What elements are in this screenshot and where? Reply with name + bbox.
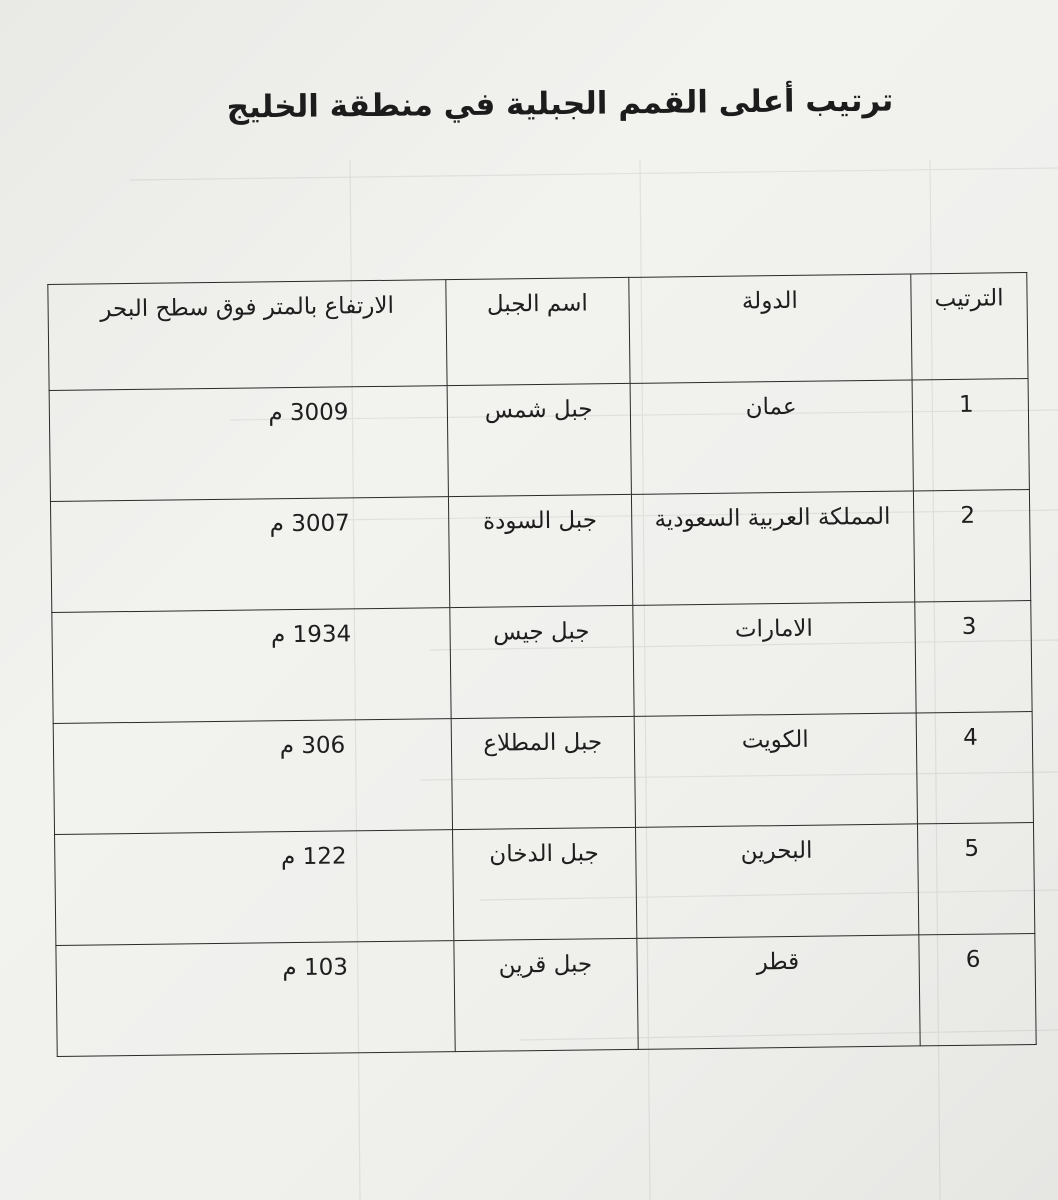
table-row xyxy=(55,823,1035,946)
height-value: 103 م xyxy=(282,954,349,982)
country-cell: قطر xyxy=(636,935,920,1049)
rank-value: 2 xyxy=(960,502,976,529)
height-value: 3009 م xyxy=(268,399,349,427)
mountain-cell: جبل قرين xyxy=(454,938,638,1051)
rank-cell xyxy=(918,823,1035,935)
rank-value: 1 xyxy=(958,391,974,418)
country-cell: المملكة العربية السعودية xyxy=(631,491,915,605)
country-cell: البحرين xyxy=(635,824,919,938)
height-cell xyxy=(52,608,451,724)
table-row xyxy=(49,379,1029,502)
header-height: الارتفاع بالمتر فوق سطح البحر xyxy=(48,280,447,391)
rank-cell xyxy=(912,379,1029,491)
country-cell: عمان xyxy=(630,380,914,494)
country-cell: الكويت xyxy=(634,713,918,827)
table-row xyxy=(52,601,1032,724)
rank-cell xyxy=(919,933,1036,1045)
header-rank: الترتيب xyxy=(911,273,1028,380)
table-row xyxy=(53,712,1033,835)
table-header-row xyxy=(48,273,1028,391)
mountain-cell: جبل الدخان xyxy=(453,827,637,940)
rank-cell xyxy=(916,712,1033,824)
table-row xyxy=(56,933,1036,1056)
height-value: 306 م xyxy=(279,732,346,760)
height-cell xyxy=(49,386,448,502)
rank-value: 5 xyxy=(964,835,980,862)
peaks-table xyxy=(47,272,1036,1057)
header-mountain: اسم الجبل xyxy=(446,277,630,385)
document-title: ترتيب أعلى القمم الجبلية في منطقة الخليج xyxy=(226,82,894,126)
header-country: الدولة xyxy=(628,274,912,383)
height-cell xyxy=(55,830,454,946)
mountain-cell: جبل المطلاع xyxy=(451,716,635,829)
height-value: 3007 م xyxy=(269,510,350,538)
height-cell xyxy=(56,941,455,1057)
height-value: 1934 م xyxy=(270,621,352,649)
mountain-cell: جبل السودة xyxy=(448,494,632,607)
rank-cell xyxy=(915,601,1032,713)
rank-value: 4 xyxy=(962,724,978,751)
country-cell: الامارات xyxy=(632,602,916,716)
height-cell xyxy=(50,497,449,613)
rank-value: 3 xyxy=(961,613,977,640)
height-cell xyxy=(53,719,452,835)
mountain-cell: جبل جيس xyxy=(450,605,634,718)
height-value: 122 م xyxy=(280,843,347,871)
table-row xyxy=(50,490,1030,613)
rank-value: 6 xyxy=(965,946,981,973)
mountain-cell: جبل شمس xyxy=(447,383,631,496)
rank-cell xyxy=(913,490,1030,602)
